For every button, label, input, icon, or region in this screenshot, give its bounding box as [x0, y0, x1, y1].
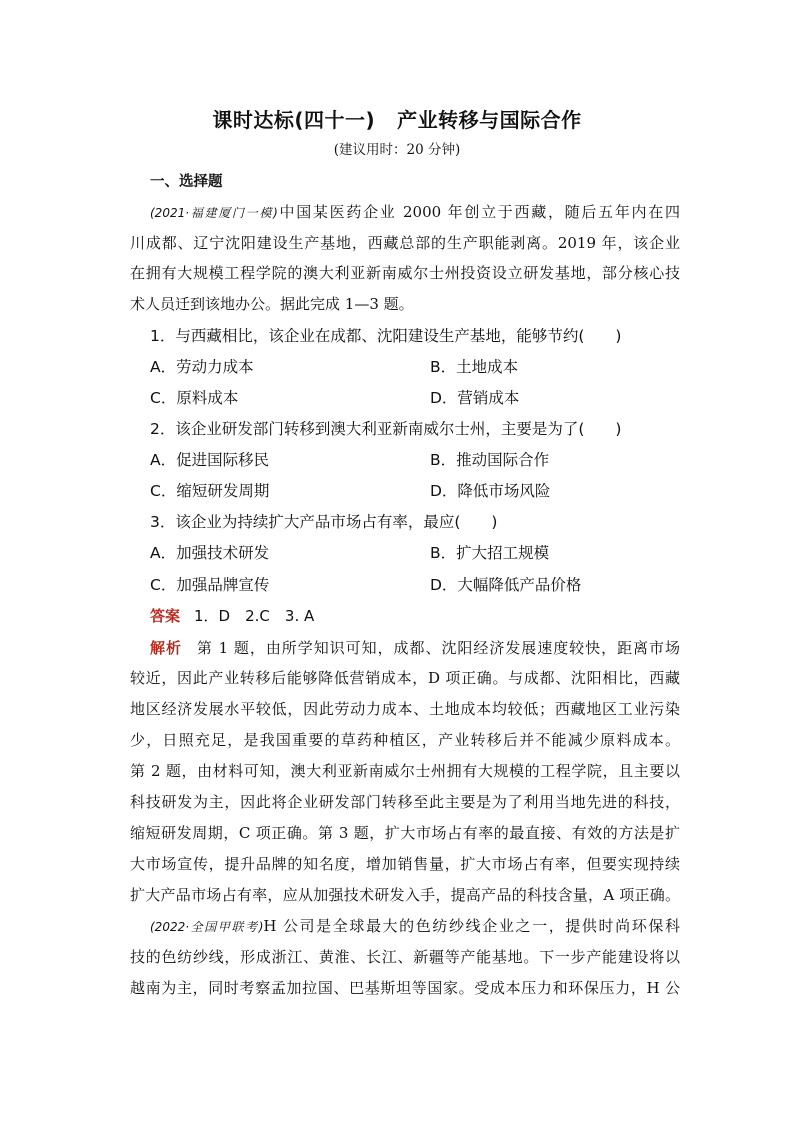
- analysis-line7: 缩短研发周期，C 项正确。第 3 题，扩大市场占有率的最直接、有效的方法是扩: [130, 824, 680, 842]
- question-3-option-a: A．加强技术研发: [150, 544, 270, 562]
- answer-values: 1．D 2.C 3. A: [194, 607, 315, 625]
- analysis-line9: 扩大产品市场占有率，应从加强技术研发入手，提高产品的科技含量，A 项正确。: [130, 886, 680, 904]
- question-3-option-b: B．扩大招工规模: [430, 544, 550, 562]
- question-1-stem: 1．与西藏相比，该企业在成都、沈阳建设生产基地，能够节约( ): [150, 327, 622, 345]
- analysis-line8: 大市场宣传，提升品牌的知名度，增加销售量，扩大市场占有率，但要实现持续: [130, 855, 680, 873]
- passage2-line2: 技的色纺纱线，形成浙江、黄淮、长江、新疆等产能基地。下一步产能建设将以: [130, 948, 680, 966]
- question-2-option-a: A．促进国际移民: [150, 451, 270, 469]
- analysis-line2: 较近，因此产业转移后能够降低营销成本，D 项正确。与成都、沈阳相比，西藏: [130, 669, 680, 687]
- passage1-line4: 术人员迁到该地办公。据此完成 1—3 题。: [130, 295, 414, 313]
- question-1-option-d: D．营销成本: [430, 389, 520, 407]
- question-1-option-b: B．土地成本: [430, 358, 519, 376]
- answer-label: 答案: [150, 607, 181, 625]
- question-2-option-d: D．降低市场风险: [430, 482, 551, 500]
- passage2-source: (2022·全国甲联考): [150, 920, 264, 934]
- question-3-option-c: C．加强品牌宣传: [150, 576, 270, 594]
- title-topic: 产业转移与国际合作: [397, 108, 582, 132]
- question-2-stem: 2．该企业研发部门转移到澳大利亚新南威尔士州，主要是为了( ): [150, 420, 622, 438]
- page-title: [0, 104, 794, 133]
- section-heading: 一、选择题: [150, 174, 223, 190]
- question-3-stem: 3．该企业为持续扩大产品市场占有率，最应( ): [150, 513, 498, 531]
- analysis-label: 解析: [150, 639, 182, 657]
- passage1-source: (2021·福建厦门一模): [150, 206, 278, 220]
- question-2-option-c: C．缩短研发周期: [150, 482, 270, 500]
- analysis-line3: 地区经济发展水平较低，因此劳动力成本、土地成本均较低；西藏地区工业污染: [130, 700, 680, 718]
- suggested-time: (建议用时：20 分钟): [333, 142, 461, 158]
- title-lesson: 课时达标(四十一): [212, 108, 376, 132]
- analysis-line5: 第 2 题，由材料可知，澳大利亚新南威尔士州拥有大规模的工程学院，且主要以: [130, 762, 680, 780]
- question-1-option-c: C．原料成本: [150, 389, 239, 407]
- analysis-line1: 解析 第 1 题，由所学知识可知，成都、沈阳经济发展速度较快，距离市场: [150, 639, 680, 657]
- question-3-option-d: D．大幅降低产品价格: [430, 576, 582, 594]
- passage2-line3: 越南为主，同时考察孟加拉国、巴基斯坦等国家。受成本压力和环保压力，H 公: [130, 979, 680, 997]
- question-2-option-b: B．推动国际合作: [430, 451, 550, 469]
- passage2-line1: (2022·全国甲联考)H 公司是全球最大的色纺纱线企业之一，提供时尚环保科: [150, 917, 680, 935]
- passage1-line3: 在拥有大规模工程学院的澳大利亚新南威尔士州投资设立研发基地，部分核心技: [130, 264, 680, 282]
- passage1-line2: 川成都、辽宁沈阳建设生产基地，西藏总部的生产职能剥离。2019 年，该企业: [130, 234, 680, 252]
- passage1-line1: (2021·福建厦门一模)中国某医药企业 2000 年创立于西藏，随后五年内在四: [150, 203, 680, 221]
- analysis-line4: 少，日照充足，是我国重要的草药种植区，产业转移后并不能减少原料成本。: [130, 731, 680, 749]
- answer-line: [150, 606, 314, 626]
- question-1-option-a: A．劳动力成本: [150, 358, 254, 376]
- analysis-line6: 科技研发为主，因此将企业研发部门转移至此主要是为了利用当地先进的科技，: [130, 793, 680, 811]
